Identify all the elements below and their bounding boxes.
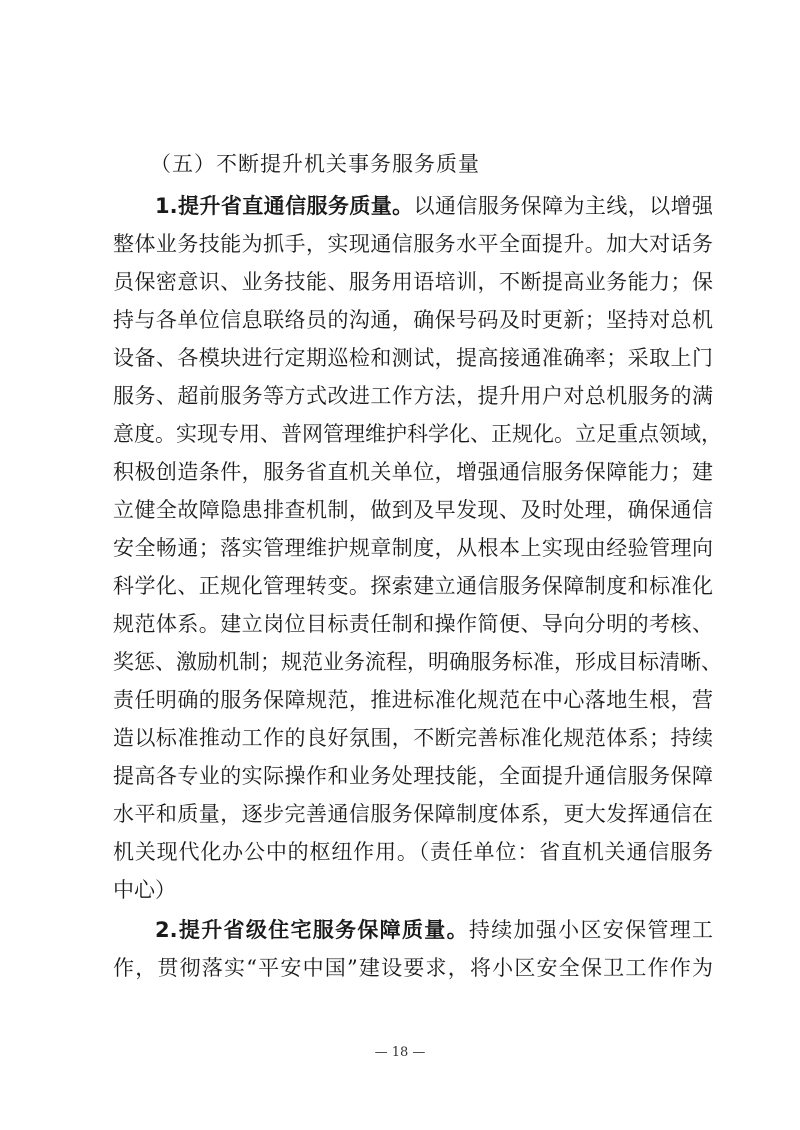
para2-lead: 2.提升省级住宅服务保障质量。	[155, 918, 469, 942]
para1-line-16: 水平和质量，逐步完善通信服务保障制度体系，更大发挥通信在	[113, 802, 713, 826]
para1-line-2: 员保密意识、业务技能、服务用语培训，不断提高业务能力；保	[113, 270, 713, 294]
para1-line-13: 责任明确的服务保障规范，推进标准化规范在中心落地生根，营	[113, 688, 713, 712]
para1-line-0	[155, 192, 713, 220]
para1-line-6: 意度。实现专用、普网管理维护科学化、正规化。立足重点领域，	[113, 422, 722, 446]
para1-line-8: 立健全故障隐患排查机制，做到及早发现、及时处理，确保通信	[113, 498, 713, 522]
para1-line-0-text: 以通信服务保障为主线，以增强	[413, 194, 714, 218]
para1-line-4: 设备、各模块进行定期巡检和测试，提高接通准确率；采取上门	[113, 346, 713, 370]
para1-line-11: 规范体系。建立岗位目标责任制和操作简便、导向分明的考核、	[113, 612, 713, 636]
para1-line-10: 科学化、正规化管理转变。探索建立通信服务保障制度和标准化	[113, 574, 713, 598]
para1-line-12: 奖惩、激励机制；规范业务流程，明确服务标准，形成目标清晰、	[113, 650, 722, 674]
para2-line-0	[155, 916, 713, 944]
para1-line-3: 持与各单位信息联络员的沟通，确保号码及时更新；坚持对总机	[113, 308, 713, 332]
para1-line-17: 机关现代化办公中的枢纽作用。（责任单位：省直机关通信服务	[113, 840, 713, 864]
para1-line-14: 造以标准推动工作的良好氛围，不断完善标准化规范体系；持续	[113, 726, 713, 750]
para1-line-1: 整体业务技能为抓手，实现通信服务水平全面提升。加大对话务	[113, 232, 713, 256]
para2-line-1: 作，贯彻落实“平安中国”建设要求，将小区安全保卫工作作为	[113, 956, 713, 980]
section-heading: （五）不断提升机关事务服务质量	[150, 152, 480, 176]
para2-line-0-text: 持续加强小区安保管理工	[468, 918, 714, 942]
para1-line-7: 积极创造条件，服务省直机关单位，增强通信服务保障能力；建	[113, 460, 713, 484]
para1-lead: 1.提升省直通信服务质量。	[155, 194, 414, 218]
para1-line-9: 安全畅通；落实管理维护规章制度，从根本上实现由经验管理向	[113, 536, 713, 560]
para1-line-5: 服务、超前服务等方式改进工作方法，提升用户对总机服务的满	[113, 384, 713, 408]
page-number: — 18 —	[374, 1045, 426, 1060]
para1-line-18: 中心）	[113, 878, 176, 902]
para1-line-15: 提高各专业的实际操作和业务处理技能，全面提升通信服务保障	[113, 764, 713, 788]
